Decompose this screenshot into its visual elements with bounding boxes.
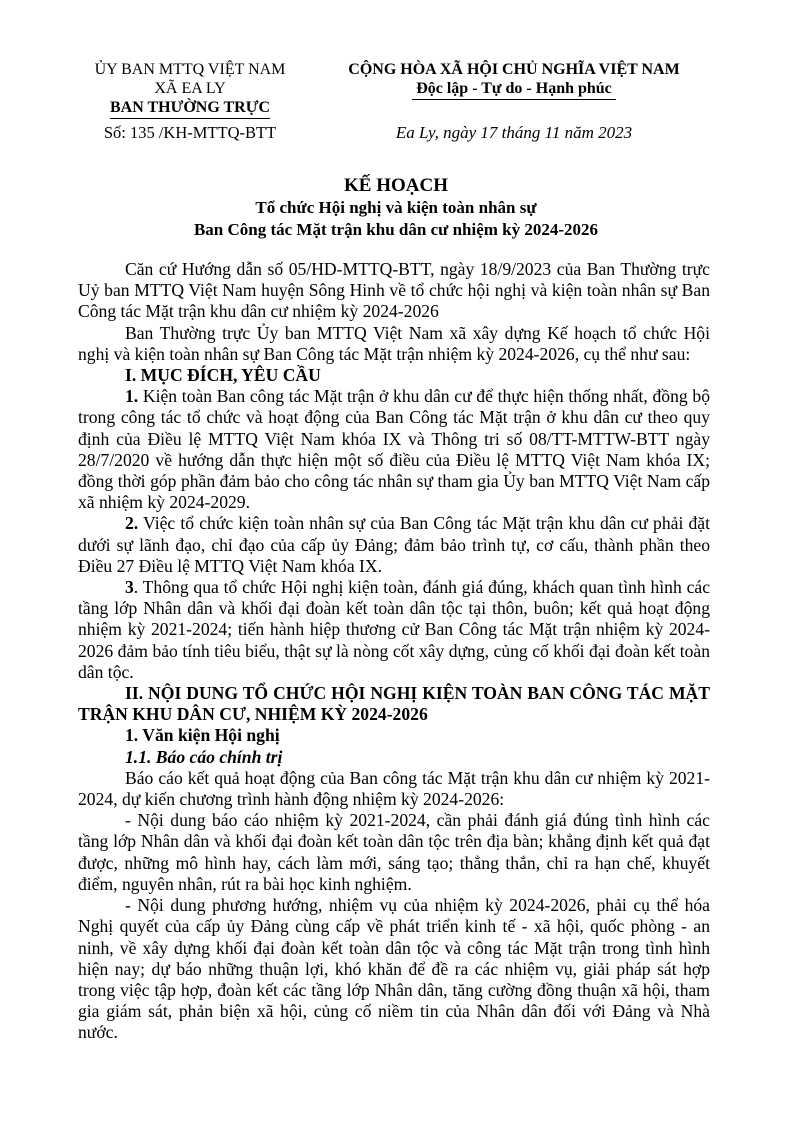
document-number: Số: 135 /KH-MTTQ-BTT (103, 123, 277, 142)
title-sub-1: Tổ chức Hội nghị và kiện toàn nhân sự (255, 198, 537, 217)
document-body (78, 259, 710, 1044)
item-text: Kiện toàn Ban công tác Mặt trận ở khu dân cư để thực hiện thống nhất, đồng bộ trong công tác tổ chức và hoạt động của Ban Công tác Mặt trận ở khu dân cư theo quy định của Điều lệ MTTQ Việt Nam khóa IX và Thông tri số 08/TT-MTTW-BTT ngày 28/7/2020 về hướng dẫn thực hiện một số điều của Điều lệ MTTQ Việt Nam khóa IX; đồng thời góp phần đảm bảo cho công tác nhân sự tham gia Ủy ban MTTQ Việt Nam cấp xã nhiệm kỳ 2024-2029. (78, 386, 710, 513)
paragraph-purpose-2 (78, 513, 710, 577)
section-heading-1: I. MỤC ĐÍCH, YÊU CẦU (125, 365, 321, 386)
document-title (78, 175, 714, 241)
place-date: Ea Ly, ngày 17 tháng 11 năm 2023 (395, 123, 633, 142)
paragraph-purpose-1 (78, 386, 710, 513)
paragraph-report-content-1: - Nội dung báo cáo nhiệm kỳ 2021-2024, cần phải đánh giá đúng tình hình các tầng lớp Nhân dân và khối đại đoàn kết toàn dân tộc trên địa bàn; khẳng định kết quả đạt được, những mô hình hay, cách làm mới, sáng tạo; thẳng thắn, chỉ ra hạn chế, khuyết điểm, nguyên nhân, rút ra bài học kinh nghiệm. (78, 810, 710, 894)
issuing-agency (70, 60, 310, 119)
paragraph-report-content-2: - Nội dung phương hướng, nhiệm vụ của nhiệm kỳ 2024-2026, phải cụ thể hóa Nghị quyết của cấp ủy Đảng cùng cấp về phát triển kinh tế - xã hội, quốc phòng - an ninh, về xây dựng khối đại đoàn kết toàn dân tộc và công tác Mặt trận trong tình hình hiện nay; dự báo những thuận lợi, khó khăn để đề ra các nhiệm vụ, giải pháp sát hợp trong việc tập hợp, đoàn kết các tầng lớp Nhân dân, tăng cường đồng thuận xã hội, tham gia giám sát, phản biện xã hội, củng cố niềm tin của Nhân dân đối với Đảng và Nhà nước. (78, 895, 710, 1043)
title-sub-2: Ban Công tác Mặt trận khu dân cư nhiệm kỳ 2024-2026 (193, 220, 599, 239)
item-number: 3 (125, 577, 134, 598)
subsection-heading: 1. Văn kiện Hội nghị (125, 725, 280, 746)
paragraph-basis: Căn cứ Hướng dẫn số 05/HD-MTTQ-BTT, ngày 18/9/2023 của Ban Thường trực Uỷ ban MTTQ Việt Nam huyện Sông Hinh về tổ chức hội nghị và kiện toàn nhân sự Ban Công tác Mặt trận khu dân cư nhiệm kỳ 2024-2026 (78, 259, 710, 322)
motto: Độc lập - Tự do - Hạnh phúc (412, 79, 616, 100)
agency-line-3: BAN THƯỜNG TRỰC (110, 98, 270, 119)
section-heading-2: II. NỘI DUNG TỔ CHỨC HỘI NGHỊ KIỆN TOÀN BAN CÔNG TÁC MẶT TRẬN KHU DÂN CƯ, NHIỆM KỲ 2024-2026 (78, 683, 710, 725)
paragraph-report: Báo cáo kết quả hoạt động của Ban công tác Mặt trận khu dân cư nhiệm kỳ 2021-2024, dự kiến chương trình hành động nhiệm kỳ 2024-2026: (78, 767, 710, 810)
national-motto (322, 60, 706, 100)
country-name: CỘNG HÒA XÃ HỘI CHỦ NGHĨA VIỆT NAM (348, 61, 680, 78)
paragraph-intro: Ban Thường trực Ủy ban MTTQ Việt Nam xã xây dựng Kế hoạch tổ chức Hội nghị và kiện toàn nhân sự Ban Công tác Mặt trận nhiệm kỳ 2024-2026, cụ thể như sau: (78, 322, 710, 364)
agency-line-1: ỦY BAN MTTQ VIỆT NAM (94, 61, 286, 78)
agency-line-2: XÃ EA LY (154, 80, 226, 97)
title-main: KẾ HOẠCH (344, 175, 448, 196)
paragraph-purpose-3 (78, 577, 710, 683)
item-number: 2. (125, 513, 139, 534)
item-number: 1. (125, 386, 139, 407)
item-text: Việc tổ chức kiện toàn nhân sự của Ban Công tác Mặt trận khu dân cư phải đặt dưới sự lãnh đạo, chỉ đạo của cấp ủy Đảng; đảm bảo trình tự, cơ cấu, thành phần theo Điều 27 Điều lệ MTTQ Việt Nam khóa IX. (78, 513, 710, 576)
sub-subsection-heading: 1.1. Báo cáo chính trị (125, 746, 283, 767)
item-text: . Thông qua tổ chức Hội nghị kiện toàn, đánh giá đúng, khách quan tình hình các tầng lớp Nhân dân và khối đại đoàn kết toàn dân tộc tại thôn, buôn; kết quả hoạt động nhiệm kỳ 2021-2024; tiến hành hiệp thương cử Ban Công tác Mặt trận nhiệm kỳ 2024-2026 đảm bảo tính tiêu biểu, thật sự là nòng cốt xây dựng, củng cố khối đại đoàn kết toàn dân tộc. (78, 577, 710, 682)
